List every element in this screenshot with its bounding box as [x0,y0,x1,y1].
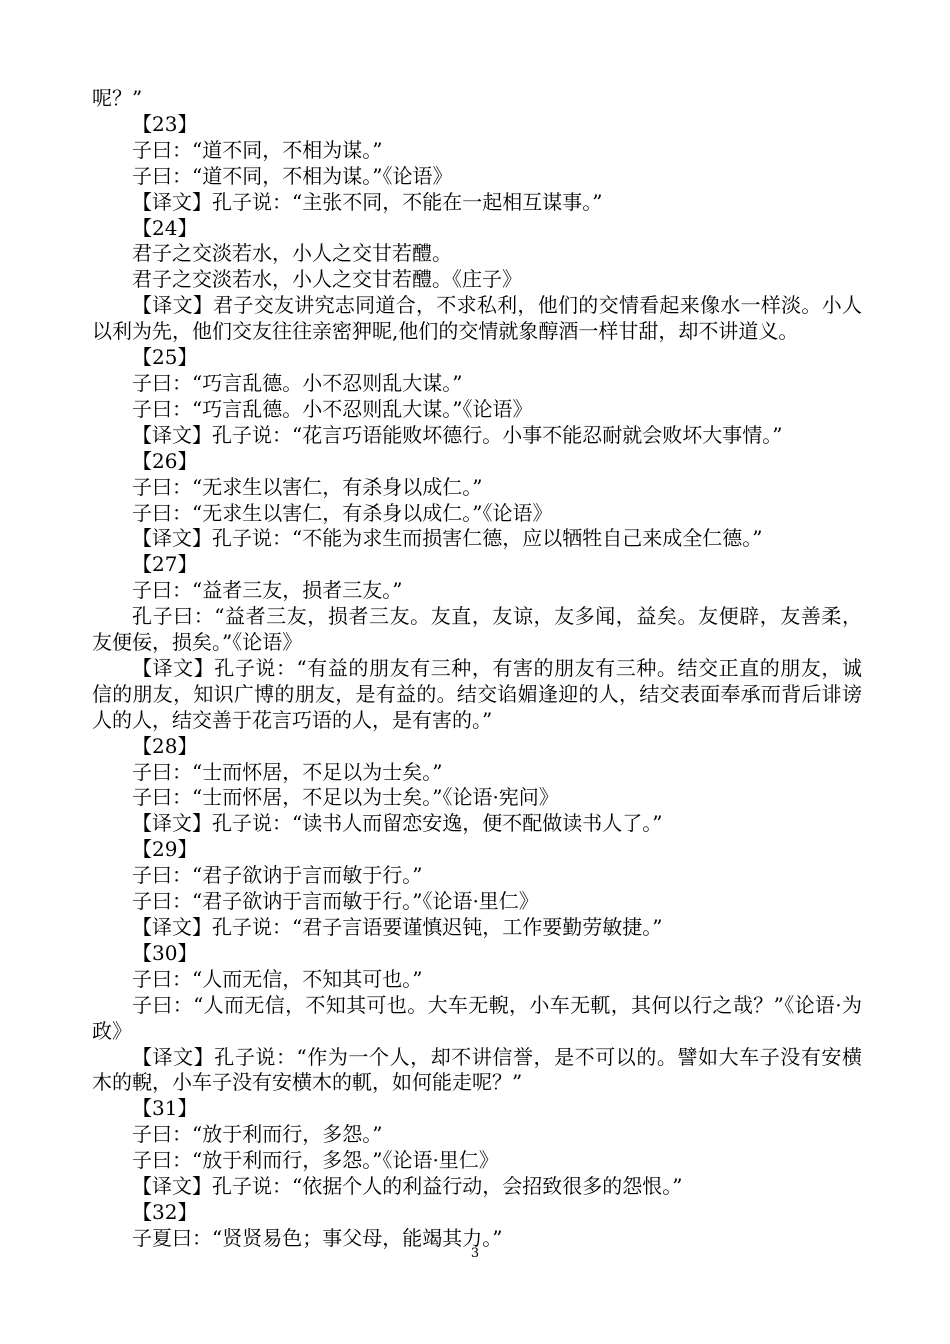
paragraph: 子曰：“无求生以害仁，有杀身以成仁。” [132,474,483,499]
paragraph: 子曰：“道不同，不相为谋。”《论语》 [132,163,453,188]
paragraph: 子曰：“益者三友，损者三友。” [132,578,403,603]
paragraph: 子曰：“放于利而行，多怨。”《论语·里仁》 [132,1148,499,1173]
entry-number: 【23】 [132,111,198,136]
entry-number: 【29】 [132,837,198,862]
paragraph: 子曰：“君子欲讷于言而敏于行。” [132,863,423,888]
entry-number: 【27】 [132,552,198,577]
entry-number: 【25】 [132,345,198,370]
paragraph: 君子之交淡若水，小人之交甘若醴。 [132,241,452,266]
paragraph: 子夏曰：“贤贤易色；事父母，能竭其力。” [132,1225,503,1250]
entry-number: 【28】 [132,733,198,758]
translation-paragraph: 【译文】孔子说：“不能为求生而损害仁德，应以牺牲自己来成全仁德。” [132,526,763,551]
translation-paragraph: 【译文】孔子说：“作为一个人，却不讲信誉，是不可以的。譬如大车子没有安横木的輗，小车子没有安横木的軏，如何能走呢？” [92,1044,862,1095]
translation-paragraph: 【译文】孔子说：“有益的朋友有三种，有害的朋友有三种。结交正直的朋友，诚信的朋友，知识广博的朋友，是有益的。结交谄媚逢迎的人，结交表面奉承而背后诽谤人的人，结交善于花言巧语的人，是有害的。” [92,655,862,732]
paragraph: 子曰：“人而无信，不知其可也。大车无輗，小车无軏，其何以行之哉？”《论语·为政》 [92,992,862,1043]
entry-number: 【32】 [132,1199,198,1224]
paragraph: 子曰：“无求生以害仁，有杀身以成仁。”《论语》 [132,500,553,525]
paragraph: 子曰：“放于利而行，多怨。” [132,1122,383,1147]
entry-number: 【31】 [132,1096,198,1121]
paragraph: 子曰：“人而无信，不知其可也。” [132,966,423,991]
entry-number: 【30】 [132,940,198,965]
paragraph: 呢？” [92,86,143,110]
paragraph: 子曰：“士而怀居，不足以为士矣。”《论语·宪问》 [132,785,559,810]
translation-paragraph: 【译文】孔子说：“君子言语要谨慎迟钝，工作要勤劳敏捷。” [132,915,663,939]
paragraph: 子曰：“巧言乱德。小不忍则乱大谋。” [132,370,463,395]
document-body [92,86,862,1252]
paragraph: 子曰：“士而怀居，不足以为士矣。” [132,759,443,784]
paragraph: 孔子曰：“益者三友，损者三友。友直，友谅，友多闻，益矣。友便辟，友善柔，友便佞，损矣。”《论语》 [92,604,862,655]
paragraph: 子曰：“道不同，不相为谋。” [132,137,383,162]
translation-paragraph: 【译文】孔子说：“读书人而留恋安逸，便不配做读书人了。” [132,811,663,836]
entry-number: 【26】 [132,448,198,473]
paragraph: 君子之交淡若水，小人之交甘若醴。《庄子》 [132,267,522,292]
paragraph: 子曰：“巧言乱德。小不忍则乱大谋。”《论语》 [132,396,533,421]
entry-number: 【24】 [132,215,198,240]
translation-paragraph: 【译文】君子交友讲究志同道合，不求私利，他们的交情看起来像水一样淡。小人以利为先，他们交友往往亲密狎昵,他们的交情就象醇酒一样甘甜，却不讲道义。 [92,293,862,344]
translation-paragraph: 【译文】孔子说：“主张不同，不能在一起相互谋事。” [132,189,603,214]
paragraph: 子曰：“君子欲讷于言而敏于行。”《论语·里仁》 [132,889,539,914]
translation-paragraph: 【译文】孔子说：“花言巧语能败坏德行。小事不能忍耐就会败坏大事情。” [132,422,783,447]
page-number: 3 [470,1246,480,1261]
translation-paragraph: 【译文】孔子说：“依据个人的利益行动，会招致很多的怨恨。” [132,1174,683,1199]
